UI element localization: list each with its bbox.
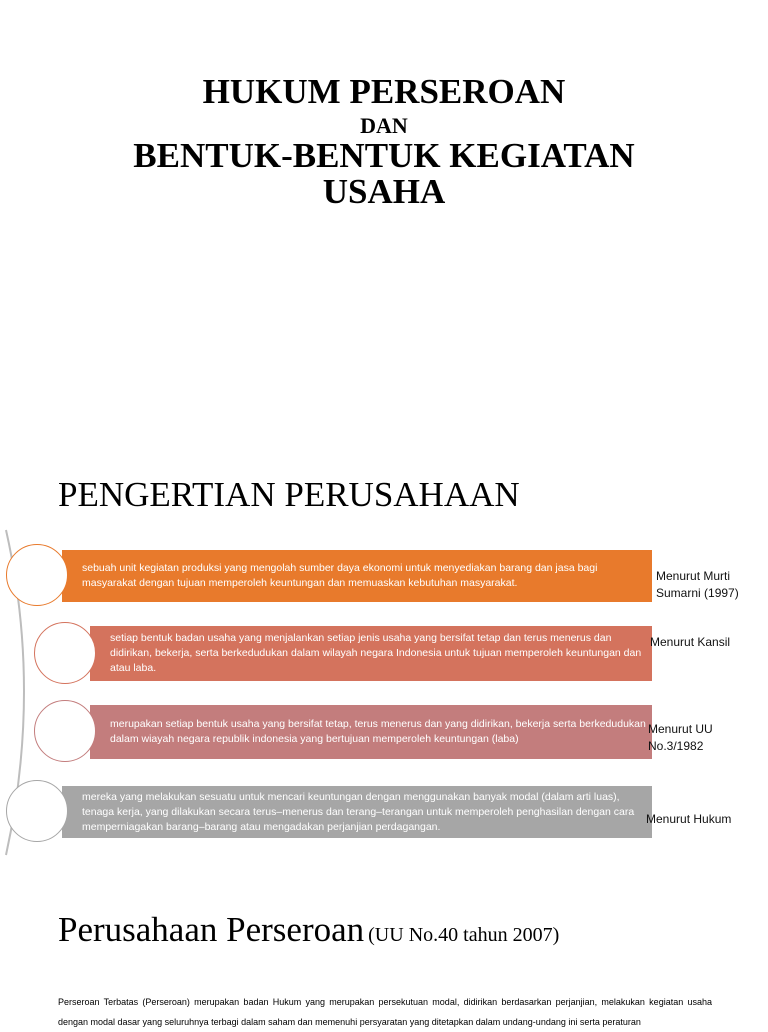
section-heading-pengertian: PENGERTIAN PERUSAHAAN — [58, 475, 520, 514]
section-heading-sub: (UU No.40 tahun 2007) — [368, 924, 560, 946]
definition-bar-1 — [62, 550, 652, 602]
bullet-circle-3 — [34, 700, 96, 762]
title-line-3: BENTUK-BENTUK KEGIATAN — [133, 136, 635, 175]
definition-text-2: setiap bentuk badan usaha yang menjalankan setiap jenis usaha yang bersifat tetap dan terus menerus dan didirikan, bekerja, serta berkedudukan dalam wilayah negara Indonesia untuk tujuan memperoleh keuntungan dan atau laba. — [110, 632, 642, 674]
section-heading-perseroan — [58, 910, 559, 950]
definition-text-1: sebuah unit kegiatan produksi yang mengolah sumber daya ekonomi untuk menyediakan barang dan jasa bagi masyarakat dengan tujuan memperoleh keuntungan dan memuaskan kebutuhan masyarakat. — [82, 562, 598, 589]
definition-source-3: Menurut UU No.3/1982 — [648, 722, 713, 753]
definition-bar-4 — [62, 786, 652, 838]
bullet-circle-4 — [6, 780, 68, 842]
definition-source-2: Menurut Kansil — [650, 635, 731, 649]
perseroan-paragraph: Perseroan Terbatas (Perseroan) merupakan badan Hukum yang merupakan persekutuan modal, didirikan berdasarkan perjanjian, melakukan kegiatan usaha dengan modal dasar yang seluruhnya terbagi dalam saham dan memenuhi persyaratan yang ditetapkan dalam undang-undang ini serta peraturan — [58, 997, 712, 1027]
definition-bar-3 — [90, 705, 652, 759]
document-title — [0, 70, 768, 210]
definition-source-1: Menurut Murti Sumarni (1997) — [656, 569, 739, 600]
section-heading-main: Perusahaan Perseroan — [58, 910, 365, 949]
definition-bar-2 — [90, 626, 652, 681]
bullet-circle-1 — [6, 544, 68, 606]
bullet-circle-2 — [34, 622, 96, 684]
title-line-4: USAHA — [322, 172, 446, 211]
definition-text-3: merupakan setiap bentuk usaha yang bersifat tetap, terus menerus dan yang didirikan, bekerja serta berkedudukan dalam wiayah negara republik indonesia yang bertujuan memperoleh keuntungan (laba) — [110, 718, 646, 745]
definition-text-4: mereka yang melakukan sesuatu untuk mencari keuntungan dengan menggunakan banyak modal (dalam arti luas), tenaga kerja, yang dilakukan secara terus–menerus dan terang–terangan untuk memperoleh penghasilan dengan cara memperniagakan barang–barang atau mengadakan perjanjian perdagangan. — [82, 790, 635, 833]
title-line-1: HUKUM PERSEROAN — [202, 72, 566, 111]
definition-source-4: Menurut Hukum — [646, 812, 732, 826]
title-line-2: DAN — [360, 113, 408, 138]
